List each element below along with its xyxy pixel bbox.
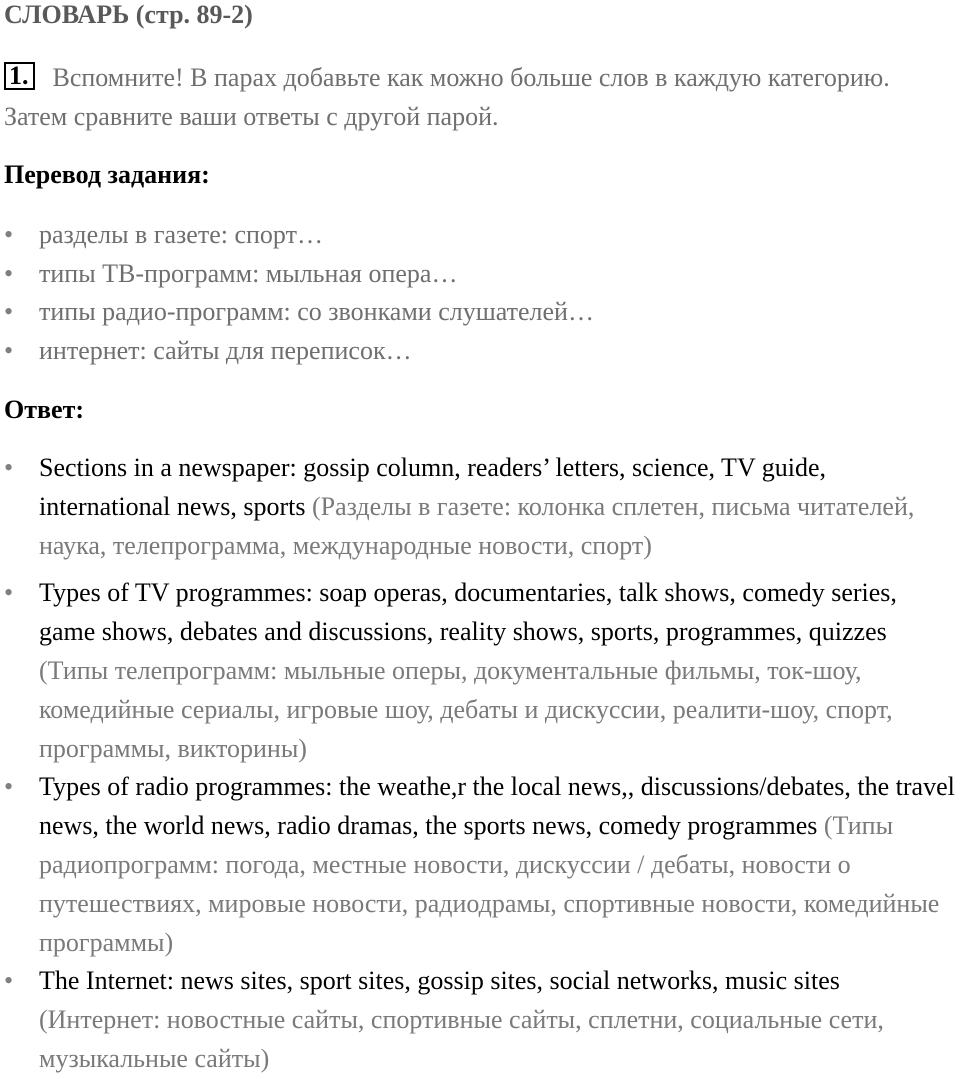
list-item	[4, 574, 956, 768]
task-instruction	[4, 58, 954, 136]
answer-english: Sections in a newspaper: gossip column, readers’ letters, science, TV guide, international news, sports	[39, 453, 827, 521]
list-item	[4, 332, 956, 371]
task-text: Вспомните! В парах добавьте как можно больше слов в каждую категорию. Затем сравните ваши ответы с другой парой.	[4, 63, 890, 131]
list-item	[4, 962, 956, 1078]
bullet-icon: •	[4, 578, 14, 608]
translation-item-text: типы ТВ-программ: мыльная опера…	[39, 258, 458, 288]
bullet-icon: •	[4, 297, 14, 326]
answer-list	[4, 449, 956, 1079]
list-item	[4, 449, 956, 565]
translation-heading: Перевод задания:	[4, 160, 210, 189]
bullet-icon: •	[4, 772, 14, 802]
bullet-icon: •	[4, 966, 14, 996]
translation-list	[4, 216, 956, 370]
bullet-icon: •	[4, 258, 14, 288]
answer-russian: (Интернет: новостные сайты, спортивные сайты, сплетни, социальные сети, музыкальные сайты)	[39, 1005, 884, 1073]
task-number-box: 1.	[4, 62, 35, 90]
answer-russian: (Типы телепрограмм: мыльные оперы, документальные фильмы, ток-шоу, комедийные сериалы, игровые шоу, дебаты и дискуссии, реалити-шоу, спорт, программы, викторины)	[39, 655, 893, 763]
bullet-icon: •	[4, 220, 14, 249]
answer-english: Types of radio programmes: the weathe,r the local news,, discussions/debates, the travel news, the world news, radio dramas, the sports news, comedy programmes	[39, 772, 955, 841]
bullet-icon: •	[4, 453, 14, 482]
answer-english: Types of TV programmes: soap operas, documentaries, talk shows, comedy series, game shows, debates and discussions, reality shows, sports, programmes, quizzes	[39, 578, 897, 647]
answer-heading: Ответ:	[4, 395, 85, 424]
bullet-icon: •	[4, 335, 14, 365]
list-item	[4, 768, 956, 962]
translation-item-text: типы радио-программ: со звонками слушателей…	[39, 297, 594, 326]
translation-item-text: разделы в газете: спорт…	[39, 220, 323, 249]
list-item	[4, 293, 956, 332]
answer-russian: (Типы радиопрограмм: погода, местные новости, дискуссии / дебаты, новости о путешествиях, мировые новости, радиодрамы, спортивные новости, комедийные программы)	[39, 811, 940, 957]
list-item	[4, 216, 956, 255]
translation-item-text: интернет: сайты для переписок…	[39, 335, 412, 365]
page-title: СЛОВАРЬ (стр. 89-2)	[4, 0, 253, 29]
answer-english: The Internet: news sites, sport sites, gossip sites, social networks, music sites	[39, 966, 840, 996]
list-item	[4, 255, 956, 294]
answer-russian: (Разделы в газете: колонка сплетен, письма читателей, наука, телепрограмма, международные новости, спорт)	[39, 491, 915, 560]
